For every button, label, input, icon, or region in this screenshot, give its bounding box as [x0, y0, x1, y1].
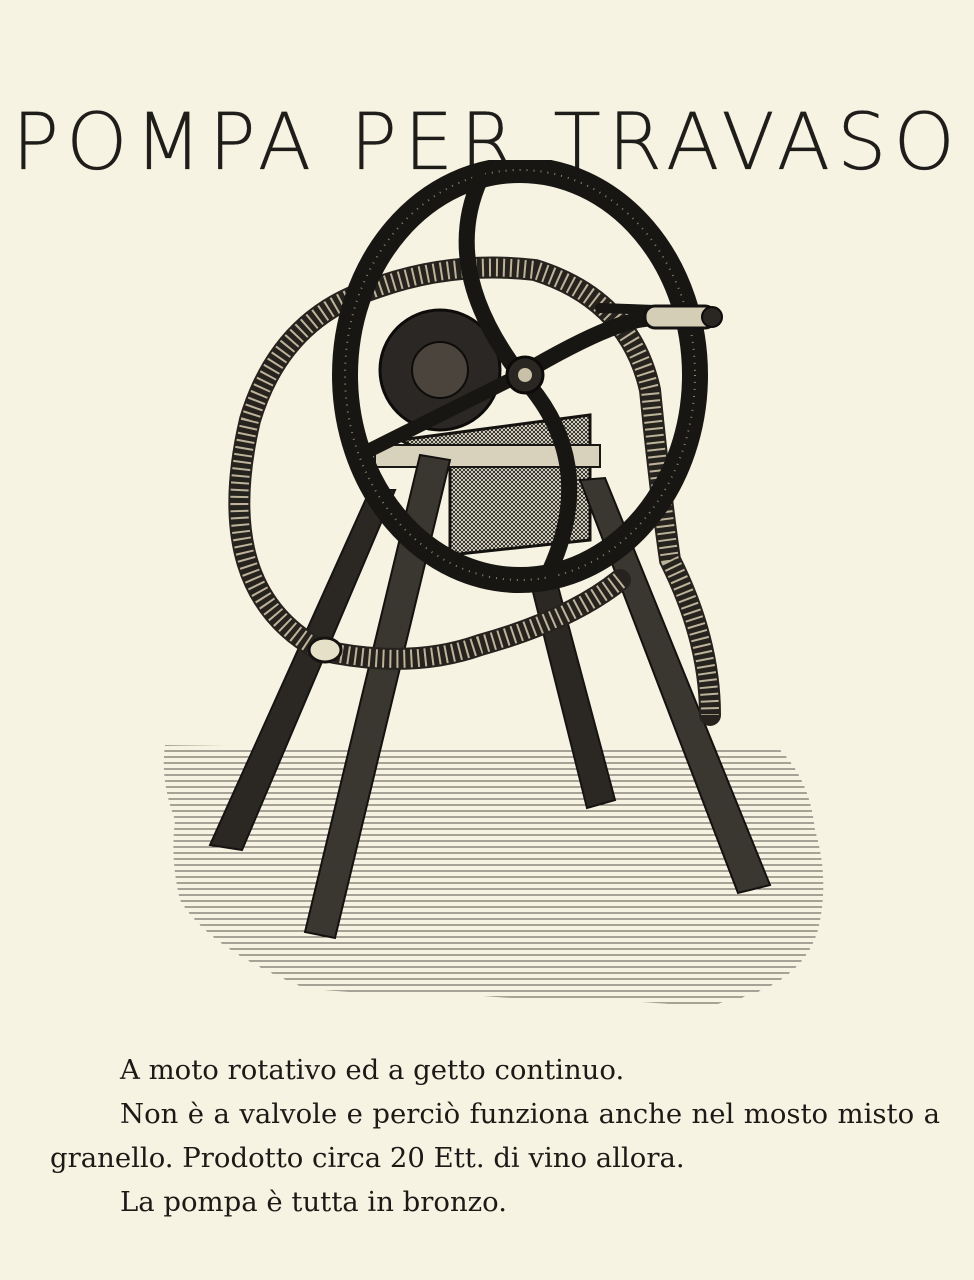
description-text: [50, 1048, 940, 1224]
description-line-2: Non è a valvole e perciò funziona anche nel mosto misto a granello. Prodotto circa 20 Ett. di vino allora.: [50, 1098, 940, 1174]
description-line-3: La pompa è tutta in bronzo.: [120, 1186, 507, 1218]
hose-end: [309, 638, 341, 662]
page-title: POMPA PER TRAVASO: [12, 98, 962, 189]
pump-illustration: [150, 160, 840, 1020]
description-line-1: A moto rotativo ed a getto continuo.: [120, 1054, 625, 1086]
